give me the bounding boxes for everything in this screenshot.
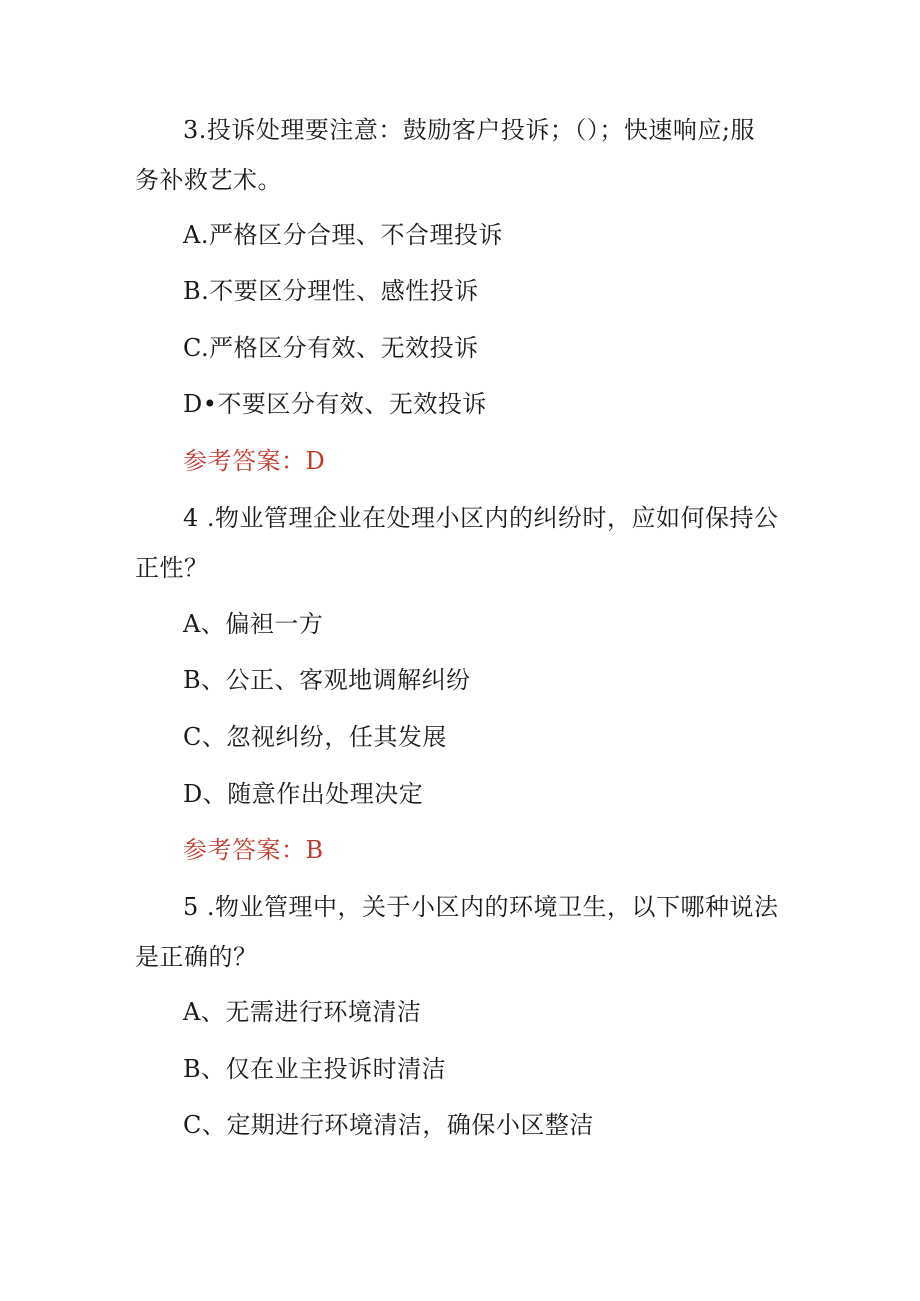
question-3-option-c: C.严格区分有效、无效投诉 [183,334,479,362]
question-4-option-a: A、偏袒一方 [183,610,324,638]
question-3-option-a: A.严格区分合理、不合理投诉 [183,221,503,249]
question-4-answer: 参考答案：B [183,836,324,864]
question-4-stem-line-1: 4 .物业管理企业在处理小区内的纠纷时，应如何保持公 [183,504,779,532]
question-4-option-c: C、忽视纠纷，任其发展 [183,723,447,751]
question-4-option-d: D、随意作出处理决定 [183,780,424,808]
question-5-option-b: B、仅在业主投诉时清洁 [183,1055,447,1083]
question-4-stem-line-2: 正性？ [135,554,209,582]
question-3-answer: 参考答案：D [183,447,326,475]
question-5-stem-line-1: 5 .物业管理中，关于小区内的环境卫生，以下哪种说法 [183,893,779,921]
question-3-option-b: B.不要区分理性、感性投诉 [183,277,479,305]
question-4-option-b: B、公正、客观地调解纠纷 [183,666,471,694]
question-5-stem-line-2: 是正确的？ [135,943,258,971]
question-5-option-c: C、定期进行环境清洁，确保小区整洁 [183,1111,594,1139]
question-3-stem-line-2: 务补救艺术。 [135,166,282,194]
question-3-option-d: D•不要区分有效、无效投诉 [183,390,487,418]
question-5-option-a: A、无需进行环境清洁 [183,998,422,1026]
question-3-stem-line-1: 3.投诉处理要注意：鼓励客户投诉；（）；快速响应;服 [183,116,755,144]
